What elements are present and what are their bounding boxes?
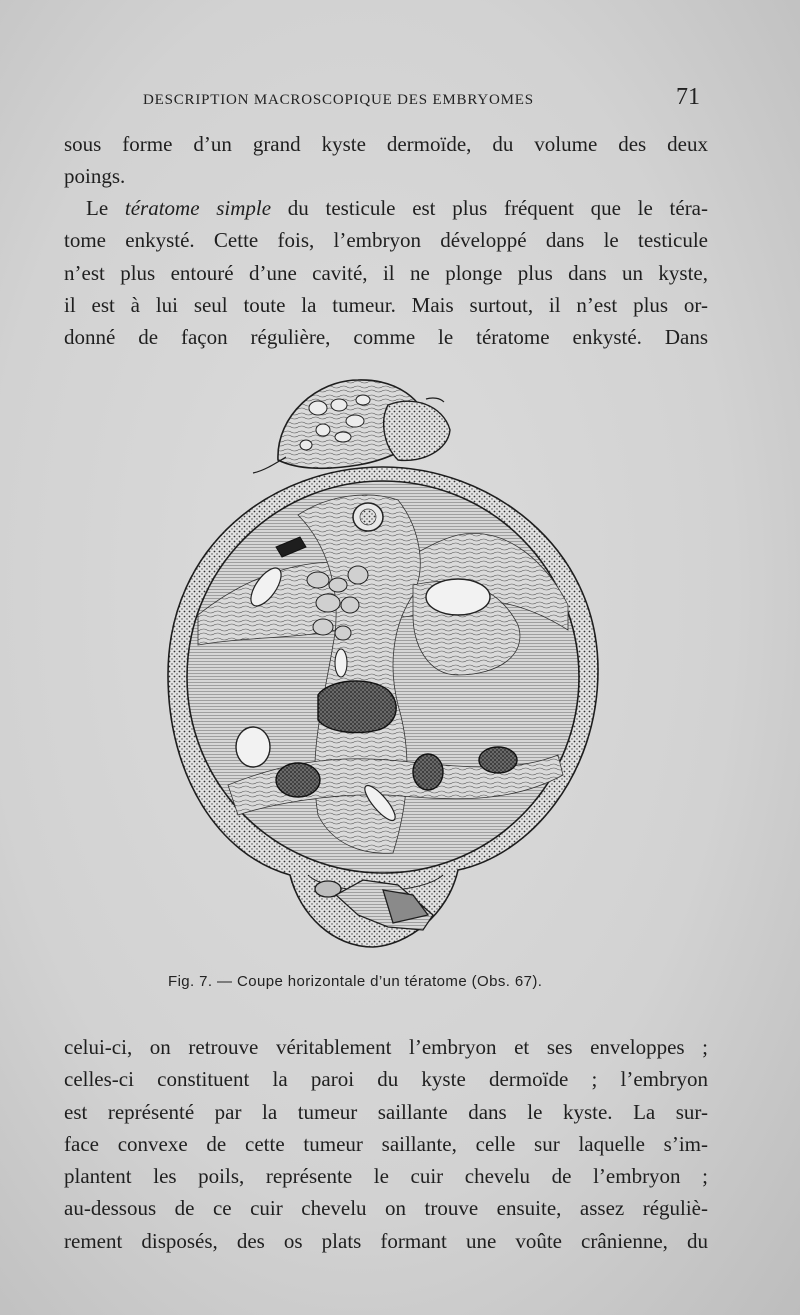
text-line: poings. bbox=[64, 164, 126, 189]
page-number: 71 bbox=[676, 84, 700, 110]
text-line: est représenté par la tumeur saillante dans le kyste. La sur- bbox=[64, 1099, 708, 1124]
figure-teratome-section bbox=[158, 375, 608, 960]
running-head: DESCRIPTION MACROSCOPIQUE DES EMBRYOMES bbox=[143, 92, 534, 108]
text-line: celles-ci constituent la paroi du kyste dermoïde ; l’embryon bbox=[64, 1067, 708, 1092]
text-run: Le bbox=[86, 196, 125, 220]
round-cyst bbox=[360, 509, 376, 525]
hair-strand bbox=[253, 457, 286, 473]
dark-nodule bbox=[413, 754, 443, 790]
text-line bbox=[64, 192, 708, 224]
paragraph-top bbox=[64, 128, 708, 193]
italic-term: tératome simple bbox=[124, 196, 272, 220]
dark-nodule bbox=[276, 763, 320, 797]
text-line: face convexe de cette tumeur saillante, celle sur laquelle s’im- bbox=[64, 1131, 708, 1156]
paragraph-second bbox=[64, 192, 708, 353]
white-cyst bbox=[426, 579, 490, 615]
dark-nodule bbox=[318, 681, 396, 733]
text-line: plantent les poils, représente le cuir chevelu de l’embryon ; bbox=[64, 1164, 708, 1189]
text-line: au-dessous de ce cuir chevelu on trouve ensuite, assez réguliè- bbox=[64, 1196, 708, 1221]
text-run: du testicule est plus fréquent que le téra- bbox=[271, 196, 708, 220]
hair-strand bbox=[426, 398, 444, 402]
text-line: sous forme d’un grand kyste dermoïde, du volume des deux bbox=[64, 132, 708, 156]
paragraph-bottom bbox=[64, 1031, 708, 1257]
text-line: donné de façon régulière, comme le tératome enkysté. Dans bbox=[64, 325, 708, 350]
dark-nodule bbox=[479, 747, 517, 773]
top-mass-dotted bbox=[384, 401, 450, 460]
text-line: celui-ci, on retrouve véritablement l’embryon et ses enveloppes ; bbox=[64, 1035, 708, 1059]
white-cyst bbox=[236, 727, 270, 767]
text-line: rement disposés, des os plats formant une voûte crânienne, du bbox=[64, 1228, 708, 1253]
figure-caption: Fig. 7. — Coupe horizontale d’un tératome (Obs. 67). bbox=[168, 973, 543, 990]
white-cyst bbox=[335, 649, 347, 677]
text-line: tome enkysté. Cette fois, l’embryon développé dans le testicule bbox=[64, 228, 708, 253]
text-line: n’est plus entouré d’une cavité, il ne plonge plus dans un kyste, bbox=[64, 260, 708, 285]
text-line: il est à lui seul toute la tumeur. Mais surtout, il n’est plus or- bbox=[64, 292, 708, 317]
